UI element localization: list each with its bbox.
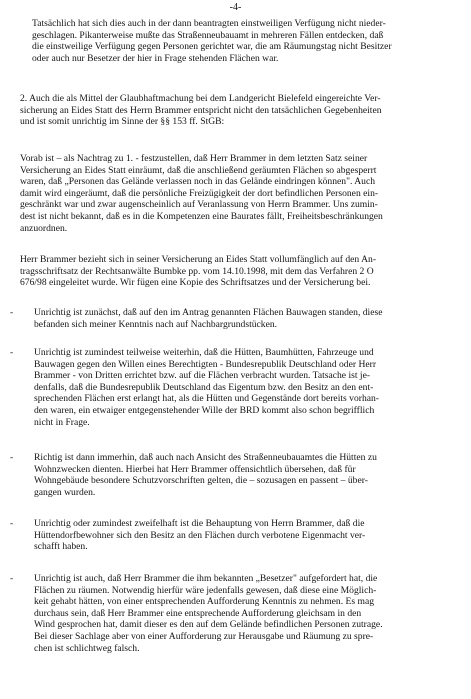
bullet-dash: - xyxy=(10,573,14,584)
text-line: nicht in Frage. xyxy=(34,416,90,428)
text-line: Brammer - von Dritten errichtet bzw. auf die Flächen verbracht wurden. Tatsache ist je- xyxy=(34,370,371,382)
text-line: Richtig ist dann immerhin, daß auch nach Ansicht des Straßenneubauamtes die Hütten zu xyxy=(34,452,377,463)
text-line: Hüttendorfbewohner sich den Besitz an den Flächen durch verbotene Eigenmacht ver- xyxy=(34,529,366,541)
text-line: sicherung an Eides Statt des Herrn Brammer entspricht nicht den tatsächlichen Gegebenheiten xyxy=(20,104,382,116)
list-item xyxy=(10,452,452,498)
text-line: Herr Brammer bezieht sich in seiner Versicherung an Eides Statt vollumfänglich auf den An- xyxy=(20,254,377,265)
text-line: chen ist schlichtweg falsch. xyxy=(34,642,140,654)
list-item xyxy=(10,518,452,553)
text-line: Wohngebäude besondere Schutzvorschriften gelten, die – sozusagen en passent – über- xyxy=(34,475,368,487)
text-line: denfalls, daß die Bundesrepublik Deutschland das Eigentum bzw. den Besitz an den ent- xyxy=(34,381,374,393)
list-item xyxy=(10,347,452,428)
text-line: schafft haben. xyxy=(34,541,88,553)
text-line: die einstweilige Verfügung gegen Personen gerichtet war, die am Räumungstag nicht Besitzer xyxy=(32,41,392,53)
text-line: Bauwagen gegen den Willen eines Berechtigten - Bundesrepublik Deutschland oder Herr xyxy=(34,358,377,370)
text-line: durchaus sein, daß Herr Brammer eine entsprechende Aufforderung gleichsam in den xyxy=(34,607,362,619)
paragraph-4 xyxy=(20,254,452,289)
paragraph-2 xyxy=(20,93,452,128)
text-line: waren, daß „Personen das Gelände verlassen noch in das Gelände eindringen können". Auch xyxy=(20,176,376,188)
text-line: befanden sich meiner Kenntnis nach auf Nachbargrundstücken. xyxy=(34,318,278,330)
paragraph-1 xyxy=(20,18,464,64)
bullet-dash: - xyxy=(10,452,14,463)
text-line: Unrichtig oder zumindest zweifelhaft ist die Behauptung von Herrn Brammer, daß die xyxy=(34,518,365,529)
paragraph-3 xyxy=(20,153,452,234)
text-line: Tatsächlich hat sich dies auch in der dann beantragten einstweiligen Verfügung nicht nieder- xyxy=(32,18,386,29)
text-line: Unrichtig ist zumindest teilweise weiterhin, daß die Hütten, Baumhütten, Fahrzeuge und xyxy=(34,347,374,358)
text-line: sprechenden Flächen erst erlangt hat, als die Hütten und Gegenstände dort bereits vorhan- xyxy=(34,393,379,405)
text-line: damit wird eingeräumt, daß die persönliche Freizügigkeit der dort befindlichen Personen ein- xyxy=(20,187,379,199)
bullet-dash: - xyxy=(10,307,14,318)
text-line: Wind gesprochen hat, damit dieser es den auf dem Gelände befindlichen Personen zutrage. xyxy=(34,619,383,631)
bullet-dash: - xyxy=(10,347,14,358)
text-line: Flächen zu räumen. Notwendig hierfür wäre jedenfalls gewesen, daß diese eine Möglich- xyxy=(34,584,377,596)
list-item xyxy=(10,573,452,654)
page-number: -4- xyxy=(229,2,242,13)
text-line: und ist somit unrichtig im Sinne der §§ 153 ff. StGB: xyxy=(20,116,225,128)
text-line: keit gehabt hätten, von einer entsprechenden Aufforderung Kenntnis zu nehmen. Es mag xyxy=(34,596,375,608)
text-line: den waren, ein etwaiger entgegenstehender Wille der BRD kommt also schon begrifflich xyxy=(34,404,375,416)
text-line: Versicherung an Eides Statt einräumt, daß die anschließend geräumten Flächen so abgesperrt xyxy=(20,164,377,176)
text-line: oder auch nur Besetzer der hier in Frage stehenden Flächen war. xyxy=(32,52,279,64)
text-line: 676/98 eingeleitet wurde. Wir fügen eine Kopie des Schriftsatzes und der Versicherung bei. xyxy=(20,277,371,289)
text-line: anzuordnen. xyxy=(20,222,68,234)
bullet-dash: - xyxy=(10,518,14,529)
text-line: gangen wurden. xyxy=(34,486,96,498)
text-line: Vorab ist – als Nachtrag zu 1. - festzustellen, daß Herr Brammer in dem letzten Satz seiner xyxy=(20,153,368,164)
text-line: Unrichtig ist zunächst, daß auf den im Antrag genannten Flächen Bauwagen standen, diese xyxy=(34,307,383,318)
text-line: geschlagen. Pikanterweise mußte das Straßenneubauamt in mehreren Fällen entdecken, daß xyxy=(32,29,384,41)
text-line: geschränkt war und zwar augenscheinlich auf Veranlassung von Herrn Brammer. Uns zumin- xyxy=(20,199,378,211)
text-line: tragsschriftsatz der Rechtsanwälte Bumbke pp. vom 14.10.1998, mit dem das Verfahren 2 O xyxy=(20,265,374,277)
list-item xyxy=(10,307,452,330)
text-line: 2. Auch die als Mittel der Glaubhaftmachung bei dem Landgericht Bielefeld eingereichte Ver- xyxy=(20,93,381,104)
text-line: Wohnzwecken dienten. Hierbei hat Herr Brammer offensichtlich übersehen, daß für xyxy=(34,463,356,475)
text-line: Bei dieser Sachlage aber von einer Aufforderung zur Herausgabe und Räumung zu spre- xyxy=(34,630,374,642)
text-line: dest ist nicht bekannt, daß es in die Kompetenzen eine Baurates fällt, Freiheitsbeschränkungen xyxy=(20,210,383,222)
text-line: Unrichtig ist auch, daß Herr Brammer die ihm bekannten „Besetzer" aufgefordert hat, die xyxy=(34,573,378,584)
